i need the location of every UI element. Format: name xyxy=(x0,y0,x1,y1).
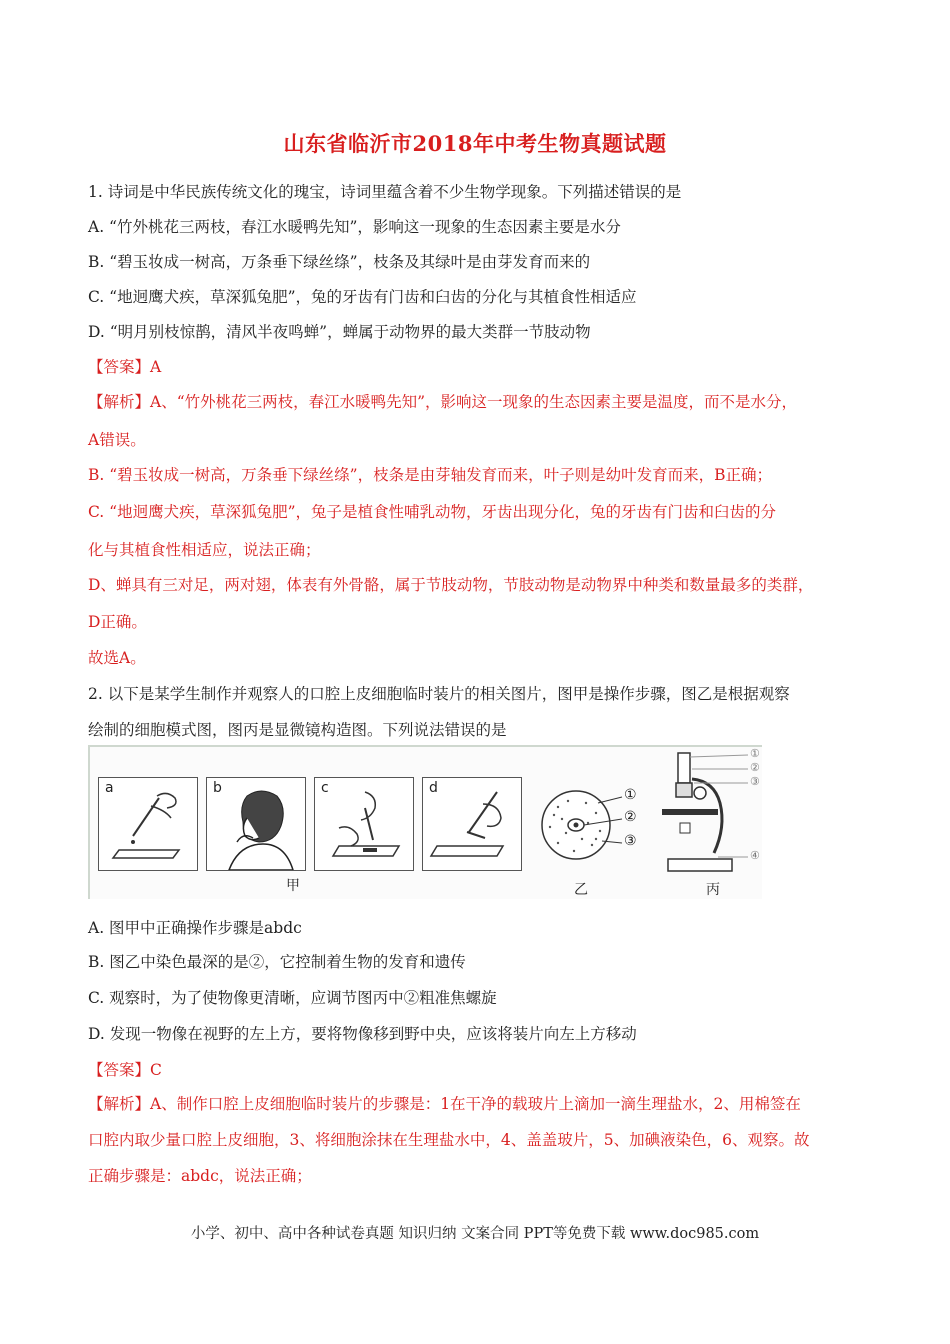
page-footer: 小学、初中、高中各种试卷真题 知识归纳 文案合同 PPT等免费下载 www.doc985.com xyxy=(190,1226,760,1242)
smear-illustration xyxy=(315,778,413,870)
caption-bing: 丙 xyxy=(706,882,720,898)
q2-stem-line: 2. 以下是某学生制作并观察人的口腔上皮细胞临时装片的相关图片，图甲是操作步骤，图乙是根据观察 xyxy=(88,685,790,703)
q2-answer: 【答案】C xyxy=(88,1061,162,1079)
page-title: 山东省临沂市2018年中考生物真题试题 xyxy=(283,131,667,156)
q1-analysis-line: A错误。 xyxy=(88,431,146,449)
q2-option-a: A. 图甲中正确操作步骤是abdc xyxy=(88,919,302,937)
panel-letter: d xyxy=(429,780,438,796)
step-panel-d xyxy=(422,777,522,871)
caption-jia: 甲 xyxy=(286,878,300,894)
q2-option-d: D. 发现一物像在视野的左上方，要将物像移到野中央，应该将装片向左上方移动 xyxy=(88,1025,637,1043)
q1-analysis-line: 【解析】A、“竹外桃花三两枝，春江水暖鸭先知”，影响这一现象的生态因素主要是温度，而不是水分， xyxy=(88,393,798,411)
q1-option-d: D. “明月别枝惊鹊，清风半夜鸣蝉”，蝉属于动物界的最大类群一节肢动物 xyxy=(88,323,591,341)
q2-analysis-line: 口腔内取少量口腔上皮细胞，3、将细胞涂抹在生理盐水中，4、盖盖玻片，5、加碘液染色，6、观察。故 xyxy=(88,1131,810,1149)
q2-stem-line: 绘制的细胞模式图，图丙是显微镜构造图。下列说法错误的是 xyxy=(88,721,507,739)
q2-analysis-line: 【解析】A、制作口腔上皮细胞临时装片的步骤是：1在干净的载玻片上滴加一滴生理盐水，2、用棉签在 xyxy=(88,1095,801,1113)
scope-label: ① xyxy=(750,747,760,760)
step-panel-b xyxy=(206,777,306,871)
scope-label: ② xyxy=(750,761,760,774)
q1-conclusion: 故选A。 xyxy=(88,649,146,667)
dropper-illustration xyxy=(99,778,197,870)
q2-option-b: B. 图乙中染色最深的是②，它控制着生物的发育和遗传 xyxy=(88,953,466,971)
q1-analysis-line: 化与其植食性相适应，说法正确； xyxy=(88,541,321,559)
q1-option-a: A. “竹外桃花三两枝，春江水暖鸭先知”，影响这一现象的生态因素主要是水分 xyxy=(88,218,621,236)
q1-analysis-line: C. “地迥鹰犬疾，草深狐兔肥”，兔子是植食性哺乳动物，牙齿出现分化，兔的牙齿有门齿和臼齿的分 xyxy=(88,503,777,521)
microscope-diagram xyxy=(658,749,758,879)
q1-answer: 【答案】A xyxy=(88,358,162,376)
q1-option-c: C. “地迥鹰犬疾，草深狐兔肥”，兔的牙齿有门齿和臼齿的分化与其植食性相适应 xyxy=(88,288,637,306)
experiment-figure xyxy=(88,745,762,899)
q2-option-c: C. 观察时，为了使物像更清晰，应调节图丙中②粗准焦螺旋 xyxy=(88,989,497,1007)
q1-analysis-line: B. “碧玉妆成一树高，万条垂下绿丝绦”，枝条是由芽轴发育而来，叶子则是幼叶发育而来，B正确； xyxy=(88,466,772,484)
panel-letter: c xyxy=(321,780,329,796)
step-panel-c xyxy=(314,777,414,871)
q1-analysis-line: D、蝉具有三对足，两对翅，体表有外骨骼，属于节肢动物，节肢动物是动物界中种类和数量最多的类群， xyxy=(88,576,814,594)
q2-analysis-line: 正确步骤是：abdc，说法正确； xyxy=(88,1167,312,1185)
q1-analysis-line: D正确。 xyxy=(88,613,147,631)
q1-option-b: B. “碧玉妆成一树高，万条垂下绿丝绦”，枝条及其绿叶是由芽发育而来的 xyxy=(88,253,591,271)
cell-label: ③ xyxy=(624,833,637,849)
panel-letter: a xyxy=(105,780,114,796)
step-panel-a xyxy=(98,777,198,871)
q1-stem: 1. 诗词是中华民族传统文化的瑰宝，诗词里蕴含着不少生物学现象。下列描述错误的是 xyxy=(88,183,682,201)
caption-yi: 乙 xyxy=(574,882,588,898)
cell-label: ① xyxy=(624,787,637,803)
cell-label: ② xyxy=(624,809,637,825)
panel-letter: b xyxy=(213,780,222,796)
cell-diagram xyxy=(538,783,658,873)
scope-label: ④ xyxy=(750,849,760,862)
scope-label: ③ xyxy=(750,775,760,788)
